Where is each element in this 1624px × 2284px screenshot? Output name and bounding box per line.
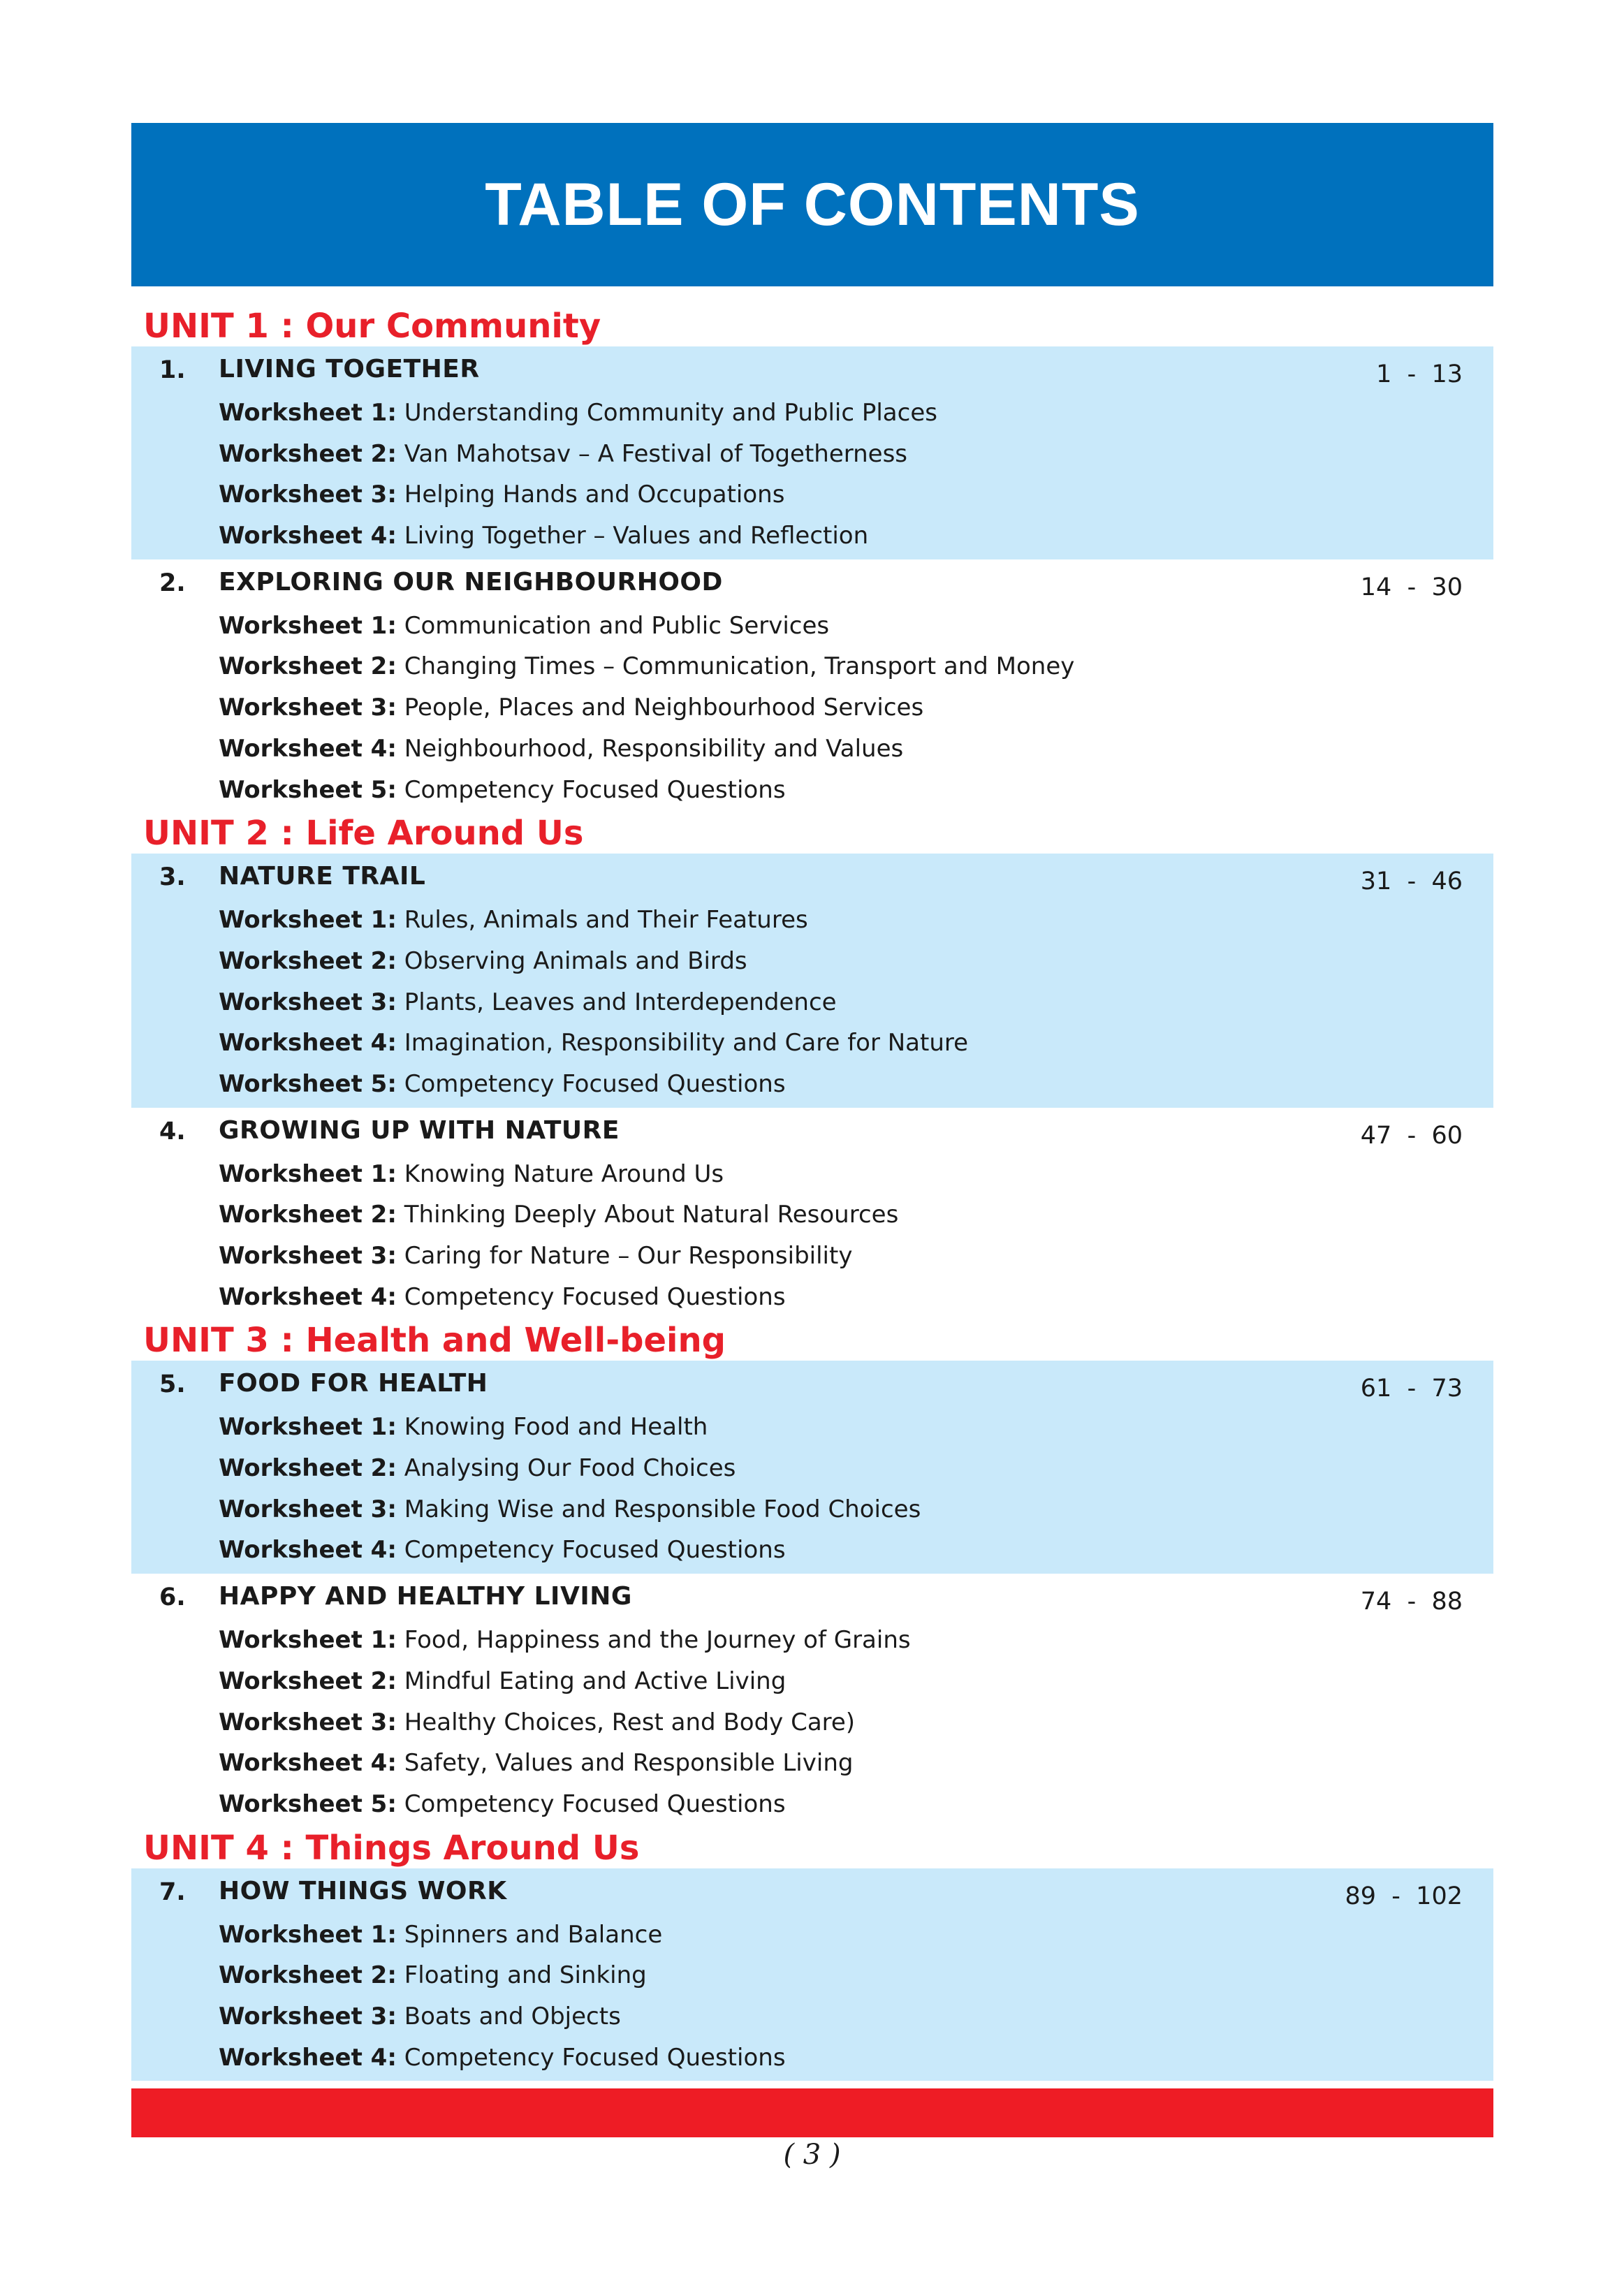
chapter-entry [131, 1574, 1493, 1827]
worksheet-item [131, 474, 1493, 515]
unit-title: UNIT 2 : Life Around Us [143, 814, 584, 854]
worksheet-text: Competency Focused Questions [404, 1789, 786, 1818]
worksheet-text: Changing Times – Communication, Transport and Money [404, 652, 1075, 681]
worksheet-text: Knowing Nature Around Us [404, 1159, 724, 1188]
worksheet-text: Competency Focused Questions [404, 1536, 786, 1565]
worksheet-label: Worksheet 2: [219, 1201, 397, 1229]
worksheet-text: Mindful Eating and Active Living [404, 1667, 787, 1695]
chapter-title: GROWING UP WITH NATURE [219, 1115, 620, 1145]
worksheet-item [131, 1448, 1493, 1489]
unit-title: UNIT 1 : Our Community [143, 307, 601, 346]
worksheet-label: Worksheet 4: [219, 522, 397, 550]
chapter-number: 5. [159, 1370, 186, 1399]
worksheet-text: Communication and Public Services [404, 611, 830, 640]
worksheet-item [131, 1277, 1493, 1318]
worksheet-text: Healthy Choices, Rest and Body Care) [404, 1708, 856, 1736]
chapter-entry [131, 854, 1493, 1107]
worksheet-item [131, 1743, 1493, 1784]
worksheet-item [131, 1702, 1493, 1743]
chapter-title: EXPLORING OUR NEIGHBOURHOOD [219, 567, 723, 596]
worksheet-label: Worksheet 1: [219, 1159, 397, 1188]
unit-title: UNIT 4 : Things Around Us [143, 1828, 640, 1868]
chapter-page-range: 74 - 88 [1360, 1588, 1463, 1616]
worksheet-item [131, 1154, 1493, 1195]
worksheet-text: Competency Focused Questions [404, 775, 786, 804]
worksheet-text: Knowing Food and Health [404, 1413, 708, 1442]
worksheet-label: Worksheet 5: [219, 1069, 397, 1098]
worksheet-label: Worksheet 1: [219, 399, 397, 427]
chapter-page-range: 31 - 46 [1360, 868, 1463, 896]
worksheet-text: Safety, Values and Responsible Living [404, 1749, 854, 1778]
worksheet-text: Observing Animals and Birds [404, 946, 747, 975]
worksheet-item [131, 1620, 1493, 1661]
worksheet-label: Worksheet 4: [219, 734, 397, 763]
worksheet-label: Worksheet 1: [219, 1920, 397, 1949]
chapter-number: 7. [159, 1877, 186, 1906]
unit-title: UNIT 3 : Health and Well-being [143, 1321, 726, 1361]
worksheet-label: Worksheet 3: [219, 1495, 397, 1523]
chapter-number: 6. [159, 1583, 186, 1612]
chapter-number: 4. [159, 1117, 186, 1145]
worksheet-item [131, 729, 1493, 770]
worksheet-text: Helping Hands and Occupations [404, 481, 785, 509]
worksheet-item [131, 515, 1493, 557]
chapter-page-range: 14 - 30 [1360, 573, 1463, 601]
chapter-number: 1. [159, 356, 186, 384]
worksheet-label: Worksheet 3: [219, 988, 397, 1016]
chapter-heading-row [131, 1112, 1493, 1154]
worksheet-item [131, 982, 1493, 1023]
chapter-entry [131, 1868, 1493, 2081]
page-title: TABLE OF CONTENTS [485, 171, 1140, 238]
worksheet-item [131, 1194, 1493, 1236]
worksheet-label: Worksheet 2: [219, 1961, 397, 1990]
worksheet-text: Rules, Animals and Their Features [404, 906, 808, 935]
worksheet-label: Worksheet 5: [219, 775, 397, 804]
worksheet-label: Worksheet 3: [219, 2002, 397, 2030]
worksheet-item [131, 646, 1493, 687]
chapter-page-range: 61 - 73 [1360, 1375, 1463, 1403]
worksheet-item [131, 1955, 1493, 1996]
worksheet-item [131, 393, 1493, 434]
worksheet-text: Food, Happiness and the Journey of Grains [404, 1626, 911, 1655]
chapter-heading-row [131, 351, 1493, 393]
worksheet-label: Worksheet 2: [219, 946, 397, 975]
worksheet-item [131, 1407, 1493, 1448]
worksheet-item [131, 900, 1493, 941]
worksheet-label: Worksheet 2: [219, 1667, 397, 1695]
worksheet-text: Spinners and Balance [404, 1920, 663, 1949]
worksheet-item [131, 2037, 1493, 2079]
chapter-title: LIVING TOGETHER [219, 355, 480, 383]
worksheet-text: Floating and Sinking [404, 1961, 647, 1990]
worksheet-text: Competency Focused Questions [404, 1069, 786, 1098]
worksheet-item [131, 1530, 1493, 1571]
chapter-heading-row [131, 1873, 1493, 1915]
worksheet-label: Worksheet 2: [219, 652, 397, 681]
worksheet-item [131, 606, 1493, 647]
worksheet-label: Worksheet 5: [219, 1789, 397, 1818]
worksheet-item [131, 434, 1493, 475]
worksheet-text: Competency Focused Questions [404, 2043, 786, 2072]
chapter-number: 3. [159, 863, 186, 892]
chapter-heading-row [131, 1578, 1493, 1620]
chapter-entry [131, 1108, 1493, 1321]
worksheet-label: Worksheet 2: [219, 439, 397, 468]
worksheet-label: Worksheet 4: [219, 1749, 397, 1778]
worksheet-item [131, 1489, 1493, 1530]
chapter-title: HOW THINGS WORK [219, 1876, 507, 1905]
chapter-page-range: 47 - 60 [1360, 1121, 1463, 1150]
worksheet-item [131, 1236, 1493, 1277]
worksheet-item [131, 770, 1493, 811]
chapter-heading-row [131, 564, 1493, 606]
worksheet-label: Worksheet 2: [219, 1454, 397, 1483]
worksheet-text: Boats and Objects [404, 2002, 621, 2030]
worksheet-text: Analysing Our Food Choices [404, 1454, 736, 1483]
worksheet-text: Thinking Deeply About Natural Resources [404, 1201, 899, 1229]
worksheet-label: Worksheet 3: [219, 1708, 397, 1736]
worksheet-text: Imagination, Responsibility and Care for Nature [404, 1029, 969, 1057]
worksheet-label: Worksheet 3: [219, 694, 397, 722]
worksheet-label: Worksheet 4: [219, 2043, 397, 2072]
worksheet-text: Understanding Community and Public Places [404, 399, 937, 427]
footer-bar [131, 2088, 1493, 2137]
worksheet-item [131, 1784, 1493, 1825]
worksheet-label: Worksheet 1: [219, 1413, 397, 1442]
worksheet-text: Plants, Leaves and Interdependence [404, 988, 837, 1016]
worksheet-text: Neighbourhood, Responsibility and Values [404, 734, 904, 763]
worksheet-label: Worksheet 3: [219, 1242, 397, 1270]
chapter-heading-row [131, 1365, 1493, 1407]
toc-header [131, 123, 1493, 286]
worksheet-item [131, 687, 1493, 729]
page-number: ( 3 ) [783, 2139, 841, 2171]
chapter-title: HAPPY AND HEALTHY LIVING [219, 1582, 632, 1611]
chapter-entry [131, 346, 1493, 559]
worksheet-text: Living Together – Values and Reflection [404, 522, 869, 550]
worksheet-label: Worksheet 4: [219, 1536, 397, 1565]
toc-page [131, 123, 1493, 2081]
worksheet-text: Competency Focused Questions [404, 1282, 786, 1311]
chapter-entry [131, 1361, 1493, 1574]
worksheet-text: Caring for Nature – Our Responsibility [404, 1242, 853, 1270]
chapter-number: 2. [159, 569, 186, 597]
chapter-page-range: 1 - 13 [1376, 360, 1463, 388]
worksheet-label: Worksheet 3: [219, 481, 397, 509]
worksheet-item [131, 1661, 1493, 1702]
worksheet-label: Worksheet 4: [219, 1282, 397, 1311]
chapter-title: NATURE TRAIL [219, 862, 426, 891]
worksheet-label: Worksheet 1: [219, 1626, 397, 1655]
worksheet-label: Worksheet 1: [219, 906, 397, 935]
worksheet-item [131, 1996, 1493, 2037]
worksheet-item [131, 941, 1493, 982]
worksheet-text: People, Places and Neighbourhood Services [404, 694, 924, 722]
chapter-title: FOOD FOR HEALTH [219, 1369, 488, 1398]
worksheet-label: Worksheet 1: [219, 611, 397, 640]
unit-list [131, 306, 1493, 2081]
chapter-heading-row [131, 858, 1493, 900]
worksheet-label: Worksheet 4: [219, 1029, 397, 1057]
worksheet-item [131, 1023, 1493, 1064]
worksheet-text: Making Wise and Responsible Food Choices [404, 1495, 921, 1523]
chapter-entry [131, 559, 1493, 813]
worksheet-item [131, 1915, 1493, 1956]
chapter-page-range: 89 - 102 [1345, 1882, 1463, 1910]
worksheet-item [131, 1064, 1493, 1105]
worksheet-text: Van Mahotsav – A Festival of Togetherness [404, 439, 908, 468]
